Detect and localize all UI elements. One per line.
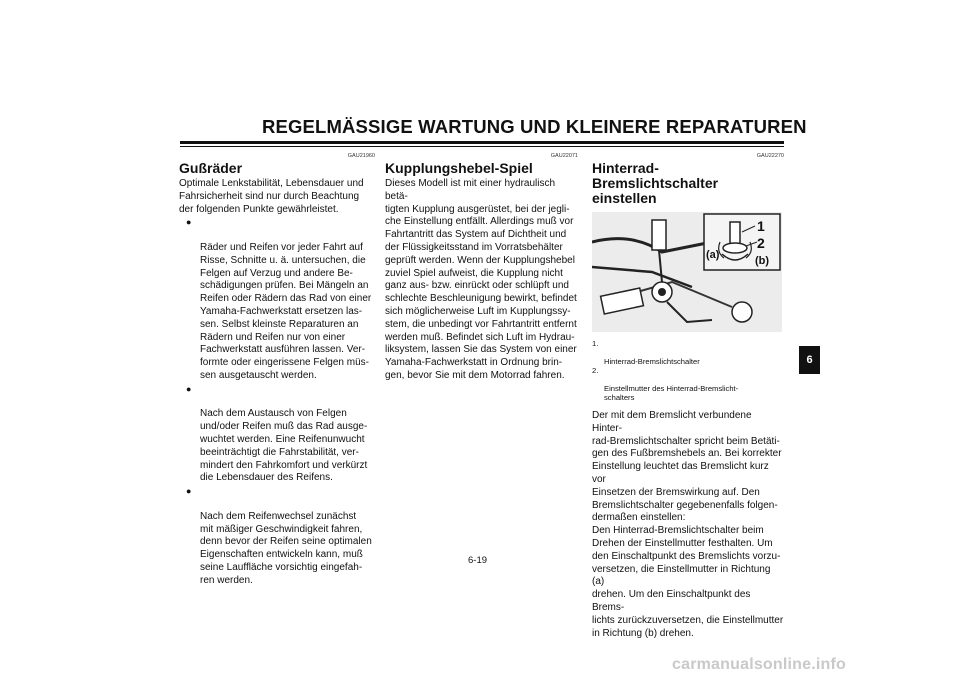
caption-item: [592, 339, 784, 366]
bullet-text: Räder und Reifen vor jeder Fahrt auf Risse, Schnitte u. ä. untersuchen, die Felgen auf Verzug und andere Be- schädigungen prüfen. Bei Mängeln an Reifen oder Rädern das Rad von einer Yamaha-Fachwerkstatt ersetzen las- sen. Selbst kleinste Reparaturen an Rädern und Reifen nur von einer Fachwerkstatt ausführen lassen. Ver- formte oder eingerissene Felgen müs- sen ausgetauscht werden.: [200, 241, 372, 381]
brake-switch-drawing: [592, 212, 782, 332]
page-number: 6-19: [468, 555, 488, 566]
bullet-item: [179, 216, 375, 382]
section-heading: Gußräder: [179, 160, 243, 176]
figure-captions: [592, 339, 784, 402]
caption-number: 2.: [592, 366, 599, 375]
bullet-item: [179, 485, 375, 587]
direction-a-label: (a): [706, 249, 720, 261]
bullet-item: [179, 383, 375, 485]
caption-number: 1.: [592, 339, 599, 348]
bullet-icon: ●: [186, 383, 192, 394]
section-body: Dieses Modell ist mit einer hydraulisch betä- tigten Kupplung ausgerüstet, bei der jegli- che Einstellung entfällt. Allerdings muß vor Fahrtantritt das System auf Dichtheit und der Flüssigkeitsstand im Vorratsbehälter geprüft werden. Wenn der Kupplungshebel zuviel Spiel aufweist, die Kupplung nicht ganz aus- bzw. einrückt oder schlüpft und schlechte Beschleunigung bewirkt, befindet sich möglicherweise Luft im Kupplungssy- stem, die unbedingt vor Fahrtantritt entfernt werden muß. Befindet sich Luft im Hydrau- liksystem, lassen Sie das System von einer Yamaha-Fachwerkstatt in Ordnung brin- gen, bevor Sie mit dem Motorrad fahren.: [385, 178, 577, 381]
callout-1-label: 1: [757, 218, 765, 234]
direction-b-label: (b): [755, 255, 770, 267]
bullet-icon: ●: [186, 486, 192, 497]
watermark: carmanualsonline.info: [672, 656, 847, 673]
page-title: REGELMÄSSIGE WARTUNG UND KLEINERE REPARATUREN: [262, 116, 807, 137]
bullet-text: Nach dem Reifenwechsel zunächst mit mäßiger Geschwindigkeit fahren, denn bevor der Reifen seine optimalen Eigenschaften entwickeln kann, muß seine Lauffläche vorsichtig eingefah- ren werden.: [200, 510, 372, 586]
header-rule-thin: [180, 146, 784, 147]
section-code: GAU21960: [347, 153, 375, 159]
bullet-text: Nach dem Austausch von Felgen und/oder Reifen muß das Rad ausge- wuchtet werden. Eine Reifenunwucht beeinträchtigt die Fahrstabilität, ver- mindert den Fahrkomfort und verkürzt die Lebensdauer des Reifens.: [200, 408, 368, 484]
section-code: GAU22270: [756, 153, 784, 159]
column-brake-light-switch: [592, 152, 784, 640]
bullet-icon: ●: [186, 217, 192, 228]
brake-switch-illustration: [592, 212, 782, 332]
callout-2-label: 2: [757, 235, 765, 251]
caption-text: Einstellmutter des Hinterrad-Bremslicht- schalters: [604, 384, 739, 402]
column-clutch-lever: [385, 152, 578, 383]
column-alloy-wheels: [179, 152, 375, 588]
section-heading: Hinterrad-Bremslichtschalter einstellen: [592, 160, 719, 206]
caption-item: [592, 366, 784, 402]
header-rule: [180, 141, 784, 144]
caption-text: Hinterrad-Bremslichtschalter: [604, 357, 700, 366]
section-intro: Optimale Lenkstabilität, Lebensdauer und Fahrsicherheit sind nur durch Beachtung der folgenden Punkte gewährleistet.: [179, 178, 364, 215]
section-body: Der mit dem Bremslicht verbundene Hinter- rad-Bremslichtschalter spricht beim Betäti- gen des Fußbremshebels an. Bei korrekter Einstellung leuchtet das Bremslicht kurz vor Einsetzen der Bremswirkung auf. Den Bremslichtschalter gegebenenfalls folgen- dermaßen einstellen: Den Hinterrad-Bremslichtschalter beim Drehen der Einstellmutter festhalten. Um den Einschaltpunkt des Bremslichts vorzu- versetzen, die Einstellmutter in Richtung (a) drehen. Um den Einschaltpunkt des Brems- lichts zurückzuversetzen, die Einstellmutter in Richtung (b) drehen.: [592, 410, 784, 639]
section-code: GAU22071: [550, 153, 578, 159]
section-heading: Kupplungshebel-Spiel: [385, 160, 533, 176]
chapter-tab: 6: [799, 346, 820, 374]
